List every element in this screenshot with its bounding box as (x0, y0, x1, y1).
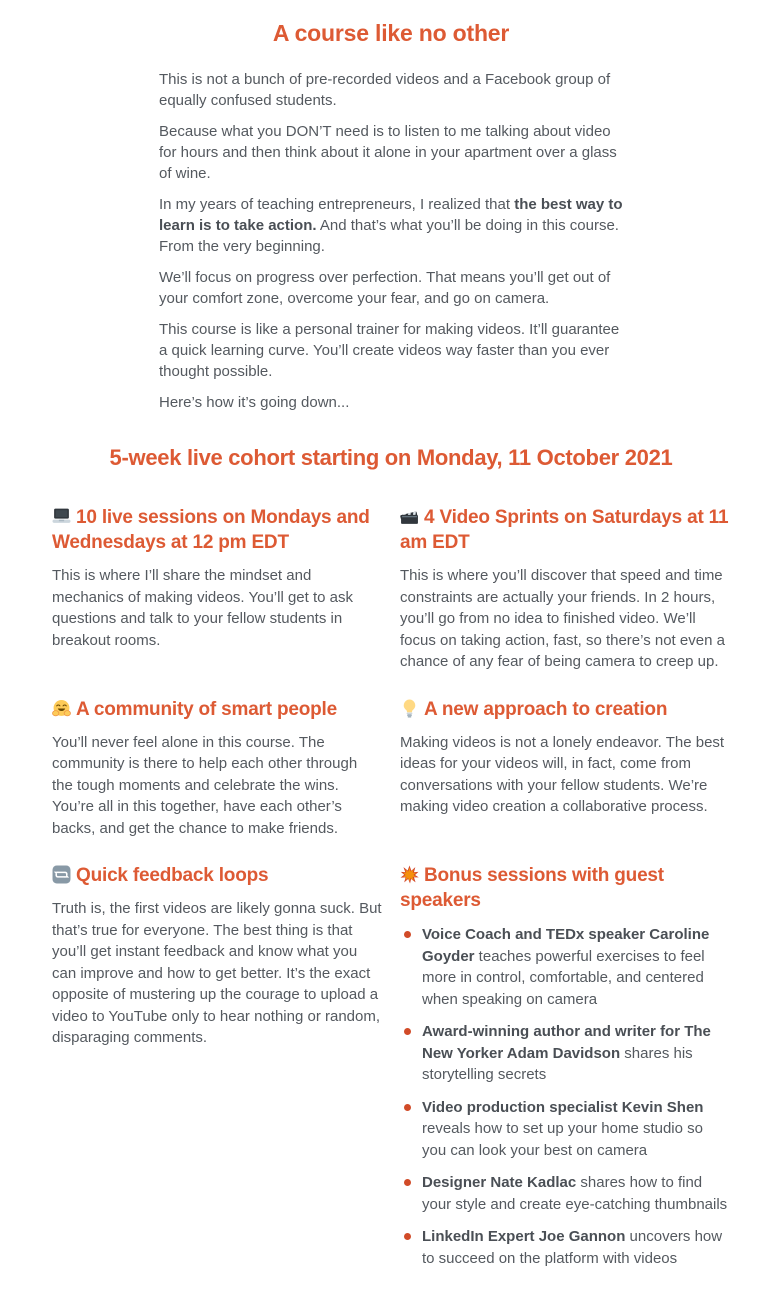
list-item (404, 1226, 730, 1269)
section-body: This is where you’ll discover that speed and time constraints are actually your friends. In 2 hours, you’ll go from no idea to finished video. We’ll focus on taking action, fast, so there’s not even a chance of any fear of being camera to creep up. (400, 567, 725, 670)
speaker-name: Video production specialist Kevin Shen (422, 1098, 704, 1116)
laptop-icon (52, 507, 71, 526)
features-grid (52, 505, 730, 1269)
intro-section (159, 69, 623, 413)
list-item (404, 1021, 730, 1086)
section-title (400, 505, 730, 555)
bullet-dot (404, 1104, 411, 1111)
section-title-text: A new approach to creation (424, 698, 668, 720)
light-bulb-icon (400, 699, 419, 718)
speaker-description: uncovers how to succeed on the platform with videos (422, 1228, 723, 1267)
page-title: A course like no other (272, 20, 510, 46)
section-body: You’ll never feel alone in this course. The community is there to help each other through the tough moments and celebrate the wins. You’re all in this together, have each other’s backs, and get the chance to make friends. (52, 733, 358, 837)
intro-text: And that’s what you’ll be doing in this course. From the very beginning. (159, 217, 619, 255)
bonus-speakers-list (400, 924, 730, 1269)
repeat-icon (52, 865, 71, 884)
intro-paragraph: We’ll focus on progress over perfection. That means you’ll get out of your comfort zone, overcome your fear, and go on camera. (159, 269, 611, 307)
list-item (404, 1097, 730, 1162)
section-new-approach (400, 697, 730, 818)
clapper-board-icon (400, 507, 419, 526)
bullet-dot (404, 931, 411, 938)
bullet-dot (404, 1028, 411, 1035)
section-body: Truth is, the first videos are likely gonna suck. But that’s true for everyone. The best thing is that you’ll get instant feedback and know what you can improve and how to get better. It’s the exact opposite of mustering up the courage to upload a video to YouTube only to hear nothing or random, disparaging comments. (52, 900, 382, 1046)
list-item (404, 924, 730, 1010)
bullet-dot (404, 1179, 411, 1186)
cohort-heading: 5-week live cohort starting on Monday, 11 October 2021 (109, 445, 673, 470)
intro-paragraph: This course is like a personal trainer for making videos. It’ll guarantee a quick learning curve. You’ll create videos way faster than you ever thought possible. (159, 321, 620, 380)
speaker-name: Voice Coach and TEDx speaker Caroline Goyder (422, 926, 710, 965)
intro-paragraph: Here’s how it’s going down... (159, 394, 350, 411)
speaker-description: teaches powerful exercises to feel more in control, comfortable, and centered when speaking on camera (422, 947, 705, 1008)
collision-icon (400, 865, 419, 884)
section-title (52, 863, 382, 888)
section-body: This is where I’ll share the mindset and mechanics of making videos. You’ll get to ask questions and talk to your fellow students in breakout rooms. (52, 567, 354, 649)
section-title-text: 4 Video Sprints on Saturdays at 11 am EDT (400, 507, 729, 553)
section-title (52, 697, 382, 722)
speaker-name: Designer Nate Kadlac (422, 1174, 577, 1191)
intro-bold-text: the best way to learn is to take action. (159, 196, 623, 234)
hugging-face-icon (52, 699, 71, 718)
speaker-description: shares his storytelling secrets (422, 1044, 693, 1083)
section-title (400, 863, 730, 913)
speaker-name: Award-winning author and writer for The New Yorker Adam Davidson (422, 1023, 711, 1062)
section-live-sessions (52, 505, 382, 651)
list-item (404, 1172, 730, 1215)
section-community (52, 697, 382, 840)
section-title (400, 697, 730, 722)
list-item-text (422, 1097, 730, 1162)
section-body: Making videos is not a lonely endeavor. The best ideas for your videos will, in fact, come from conversations with your fellow students. We’re making video creation a collaborative process. (400, 733, 725, 815)
intro-paragraph: Because what you DON’T need is to listen to me talking about video for hours and then think about it alone in your apartment over a glass of wine. (159, 123, 617, 182)
section-title (52, 505, 382, 555)
section-bonus-speakers (400, 863, 730, 1269)
bullet-dot (404, 1233, 411, 1240)
section-feedback-loops (52, 863, 382, 1049)
speaker-name: LinkedIn Expert Joe Gannon (422, 1228, 626, 1245)
list-item-text (422, 1021, 730, 1086)
section-video-sprints (400, 505, 730, 673)
section-title-text: Quick feedback loops (76, 865, 269, 886)
speaker-description: shares how to find your style and create eye-catching thumbnails (422, 1174, 728, 1213)
intro-paragraph (159, 194, 623, 257)
speaker-description: reveals how to set up your home studio so you can look your best on camera (422, 1120, 703, 1159)
list-item-text (422, 924, 730, 1010)
section-title-text: A community of smart people (76, 698, 337, 720)
list-item-text (422, 1172, 730, 1215)
intro-text: In my years of teaching entrepreneurs, I realized that (159, 196, 515, 213)
intro-paragraph: This is not a bunch of pre-recorded videos and a Facebook group of equally confused students. (159, 71, 611, 109)
section-title-text: Bonus sessions with guest speakers (400, 865, 664, 911)
list-item-text (422, 1226, 730, 1269)
section-title-text: 10 live sessions on Mondays and Wednesdays at 12 pm EDT (52, 507, 370, 553)
